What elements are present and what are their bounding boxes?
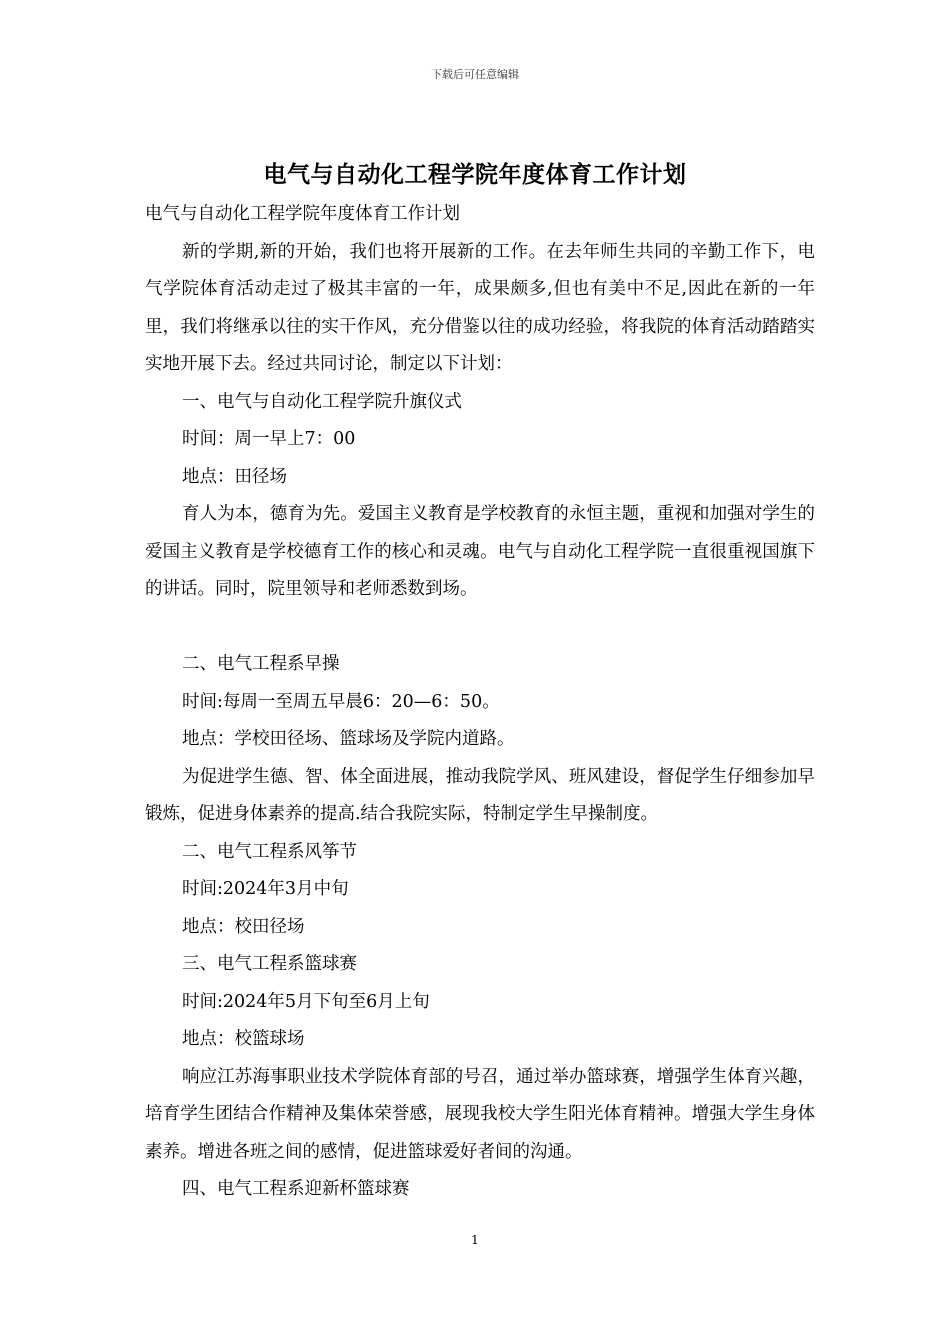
header-note: 下载后可任意编辑	[431, 68, 519, 81]
document-title: 电气与自动化工程学院年度体育工作计划	[263, 161, 687, 188]
section-3-time: 时间:2024年3月中旬	[182, 879, 349, 899]
section-1-heading: 一、电气与自动化工程学院升旗仪式	[182, 391, 462, 412]
section-3-place: 地点：校田径场	[182, 916, 305, 937]
intro-paragraph: 新的学期,新的开始，我们也将开展新的工作。在去年师生共同的辛勤工作下，电气学院体育活动走过了极其丰富的一年，成果颇多,但也有美中不足,因此在新的一年里，我们将继承以往的实干作风，充分借鉴以往的成功经验，将我院的体育活动踏踏实实地开展下去。经过共同讨论，制定以下计划：	[145, 241, 815, 374]
section-1-place: 地点：田径场	[182, 466, 287, 487]
section-2-time: 时间:每周一至周五早晨6：20—6：50。	[182, 691, 500, 712]
section-1-time: 时间：周一早上7：00	[182, 429, 356, 449]
section-5-heading: 四、电气工程系迎新杯篮球赛	[182, 1179, 410, 1199]
section-4-time: 时间:2024年5月下旬至6月上旬	[182, 991, 430, 1012]
section-4-description: 响应江苏海事职业技术学院体育部的号召，通过举办篮球赛，增强学生体育兴趣，培育学生团结合作精神及集体荣誉感，展现我校大学生阳光体育精神。增强大学生身体素养。增进各班之间的感情，促进篮球爱好者间的沟通。	[145, 1066, 815, 1162]
page-number: 1	[471, 1233, 479, 1247]
document-subtitle: 电气与自动化工程学院年度体育工作计划	[145, 204, 460, 224]
section-4-place: 地点：校篮球场	[182, 1029, 305, 1049]
section-1-description: 育人为本，德育为先。爱国主义教育是学校教育的永恒主题，重视和加强对学生的爱国主义教育是学校德育工作的核心和灵魂。电气与自动化工程学院一直很重视国旗下的讲话。同时，院里领导和老师悉数到场。	[145, 504, 815, 599]
section-3-heading: 二、电气工程系风筝节	[182, 841, 357, 862]
section-2-description: 为促进学生德、智、体全面进展，推动我院学风、班风建设，督促学生仔细参加早锻炼，促进身体素养的提高.结合我院实际，特制定学生早操制度。	[145, 766, 815, 824]
section-4-heading: 三、电气工程系篮球赛	[182, 954, 357, 974]
section-2-place: 地点：学校田径场、篮球场及学院内道路。	[182, 729, 515, 749]
section-2-heading: 二、电气工程系早操	[182, 654, 340, 674]
blank-line	[145, 609, 815, 647]
document-body	[145, 196, 815, 1209]
